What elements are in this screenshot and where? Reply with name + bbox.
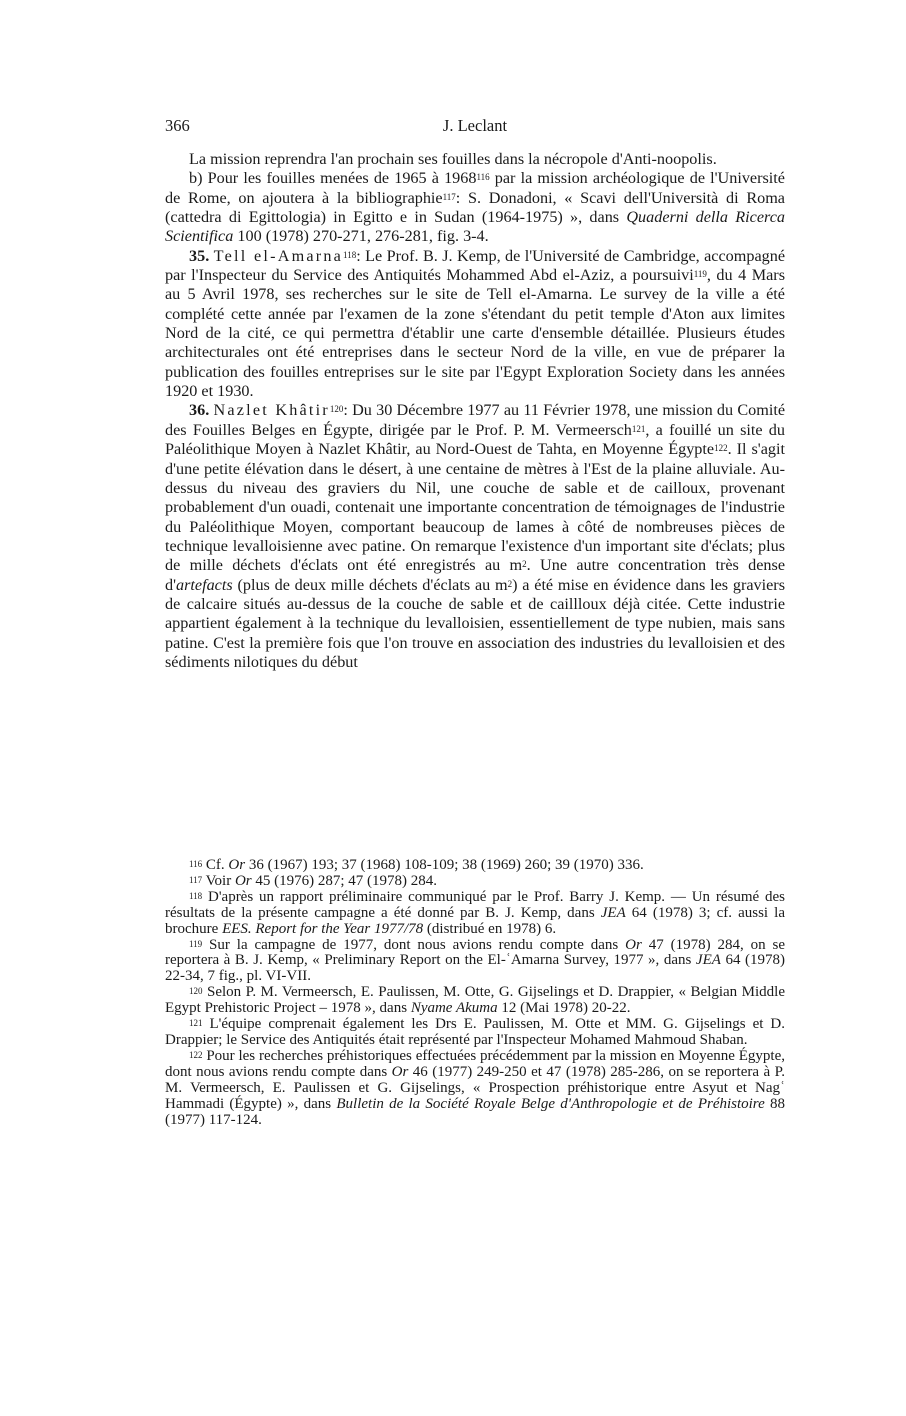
text-run: Bulletin de la Société Royale Belge d'Anthropologie et de Préhistoire	[336, 1095, 765, 1112]
text-run: : S. Donadoni, « Scavi dell'Università di Roma (cattedra di Egittologia) in Egitto e in Sudan (1964-1975) », dans	[165, 188, 785, 227]
text-run: L'équipe comprenait également les Drs E. Paulissen, M. Otte et MM. G. Gijselings et D. Drappier; le Service des Antiquités était représenté par l'Inspecteur Mohamed Mahmoud Shaban.	[165, 1016, 785, 1048]
text-run: Quaderni della Ricerca Scientifica	[165, 208, 785, 246]
text-run: JEA	[695, 952, 721, 969]
footnote-122	[165, 1049, 785, 1129]
text-run: 120	[189, 986, 203, 997]
text-run: 121	[189, 1018, 203, 1029]
footnote-ref-120[interactable]: 120	[329, 404, 344, 415]
text-run: Or	[228, 857, 246, 873]
text-run: 2	[507, 578, 513, 589]
text-run: , a fouillé un site du Paléolithique Moyen à Nazlet Khâtir, au Nord-Ouest de Tahta, en Moyenne Égypte	[165, 420, 785, 459]
text-run: , du 4 Mars au 5 Avril 1978, ses recherches sur le site de Tell el-Amarna. Le survey de la ville a été complété cette année par l'examen de la zone s'étendant du petit temple d'Aton aux limites Nord de la cité, ce qui permettra d'établir une carte d'ensemble détaillée. Plusieurs études architecturales ont été entreprises dans le secteur Nord de la ville, en vue de préparer la publication des fouilles entreprises sur le site par l'Egypt Exploration Society dans les années 1920 et 1930.	[165, 266, 785, 401]
text-run: par la mission archéologique de l'Université de Rome, on ajoutera à la bibliographie	[165, 169, 785, 207]
text-run: 116	[189, 859, 203, 869]
text-run: (plus de deux mille déchets d'éclats au m	[232, 575, 508, 594]
page-header	[165, 116, 785, 138]
footnote-ref-117[interactable]: 117	[442, 191, 456, 202]
text-run: (distribué en 1978) 6.	[423, 920, 557, 937]
text-run: Nyame Akuma	[410, 1000, 498, 1017]
section-number-35: 35.	[189, 246, 210, 265]
footnote-ref-119[interactable]: 119	[693, 269, 707, 280]
paragraph-antinoopolis	[165, 150, 785, 169]
text-run: 64 (1978) 3; cf. aussi la brochure	[165, 904, 785, 937]
text-run: 46 (1977) 249-250 et 47 (1978) 285-286, on se reportera à P. M. Vermeersch, E. Paulissen et G. Gijselings, « Prospection préhistorique entre Asyut et Nagʿ Hammadi (Égypte) », dans	[165, 1063, 785, 1112]
text-run: 64 (1978) 22-34, 7 fig., pl. VI-VII.	[165, 952, 785, 985]
footnote-ref-122[interactable]: 122	[714, 443, 728, 454]
text-run: 45 (1976) 287; 47 (1978) 284.	[251, 872, 438, 889]
footnote-121	[165, 1017, 785, 1049]
text-run: La mission reprendra l'an prochain ses fouilles dans la nécropole d'Anti-noopolis.	[189, 150, 717, 168]
text-run: 119	[189, 938, 203, 949]
text-run: Pour les recherches préhistoriques effectuées précédemment par la mission en Moyenne Égypte, dont nous avions rendu compte dans	[165, 1047, 785, 1080]
text-run: 122	[189, 1049, 203, 1060]
paragraph-rome-mission	[165, 169, 785, 246]
text-run: Or	[625, 936, 642, 953]
text-run: EES. Report for the Year 1977/78	[222, 920, 424, 937]
footnote-ref-121[interactable]: 121	[631, 423, 646, 434]
footnote-ref-116[interactable]: 116	[476, 172, 490, 183]
body-text	[165, 150, 785, 672]
text-run: 12 (Mai 1978) 20-22.	[497, 1000, 631, 1017]
text-run: Or	[234, 872, 252, 889]
text-run: . Il s'agit d'une petite élévation dans le désert, à une centaine de mètres à l'Est de la plaine alluviale. Au-dessus du niveau des graviers du Nil, une couche de sable et de cailloux, provenant probablement d'un ouadi, contenait une importante concentration de témoignages de l'industrie du Paléolithique Moyen, comportant beaucoup de lames à côté de nombreuses pièces de technique levalloisienne avec patine. On remarque l'existence d'un important site d'éclats; plus de mille déchets d'éclats ont été enregistrés au m	[165, 440, 785, 575]
text-run: Or	[391, 1063, 409, 1080]
text-run: 88 (1977) 117-124.	[165, 1095, 785, 1128]
footnote-116	[165, 858, 785, 874]
text-run: 36 (1967) 193; 37 (1968) 108-109; 38 (1969) 260; 39 (1970) 336.	[245, 857, 644, 873]
section-number-36: 36.	[189, 401, 210, 420]
paragraph-nazlet-khatir	[165, 401, 785, 672]
text-run: 117	[189, 874, 203, 885]
footnotes	[165, 858, 785, 1128]
text-run: 100 (1978) 270-271, 276-281, fig. 3-4.	[233, 227, 489, 246]
site-name-amarna: Tell el-Amarna	[213, 246, 344, 265]
footnote-ref-118[interactable]: 118	[343, 249, 357, 260]
footnote-117	[165, 874, 785, 890]
text-run: artefacts	[176, 575, 233, 594]
text-run: : Du 30 Décembre 1977 au 11 Février 1978, une mission du Comité des Fouilles Belges en Égypte, dirigée par le Prof. P. M. Vermeersch	[165, 401, 786, 439]
paragraph-tell-el-amarna	[165, 247, 785, 402]
text-run: 2	[522, 559, 527, 570]
text-run: . Une autre concentration très dense d'	[165, 556, 786, 594]
site-name-nazlet: Nazlet Khâtir	[213, 401, 330, 420]
text-run: Cf.	[202, 857, 229, 873]
text-run: : Le Prof. B. J. Kemp, de l'Université de Cambridge, accompagné par l'Inspecteur du Service des Antiquités Mohammed Abd el-Aziz, a poursuivi	[165, 246, 786, 285]
text-run: 47 (1978) 284, on se reportera à B. J. Kemp, « Preliminary Report on the El-ʿAmarna Survey, 1977 », dans	[165, 936, 785, 969]
footnote-120	[165, 985, 785, 1017]
text-run: ) a été mise en évidence dans les graviers de calcaire situés au-dessus de la couche de sable et de caillloux déjà citée. Cette industrie appartient également à la technique du levalloisien, essentiellement de type nubien, mais sans patine. C'est la première fois que l'on trouve en association des industries du levalloisien et des sédiments nilotiques du début	[165, 575, 785, 671]
text-run: JEA	[600, 904, 626, 921]
text-run: 118	[189, 890, 203, 901]
footnote-119	[165, 938, 785, 986]
text-run: Voir	[202, 872, 235, 889]
text-run: Selon P. M. Vermeersch, E. Paulissen, M. Otte, G. Gijselings et D. Drappier, « Belgian Middle Egypt Prehistoric Project – 1978 », dans	[165, 984, 785, 1017]
page-number: 366	[165, 116, 190, 135]
running-head: J. Leclant	[442, 116, 508, 135]
text-run: b) Pour les fouilles menées de 1965 à 1968	[189, 169, 477, 188]
text-run: Sur la campagne de 1977, dont nous avions rendu compte dans	[202, 936, 626, 953]
footnote-118	[165, 890, 785, 938]
text-run: D'après un rapport préliminaire communiqué par le Prof. Barry J. Kemp. — Un résumé des résultats de la présente campagne a été donné par B. J. Kemp, dans	[165, 888, 785, 921]
